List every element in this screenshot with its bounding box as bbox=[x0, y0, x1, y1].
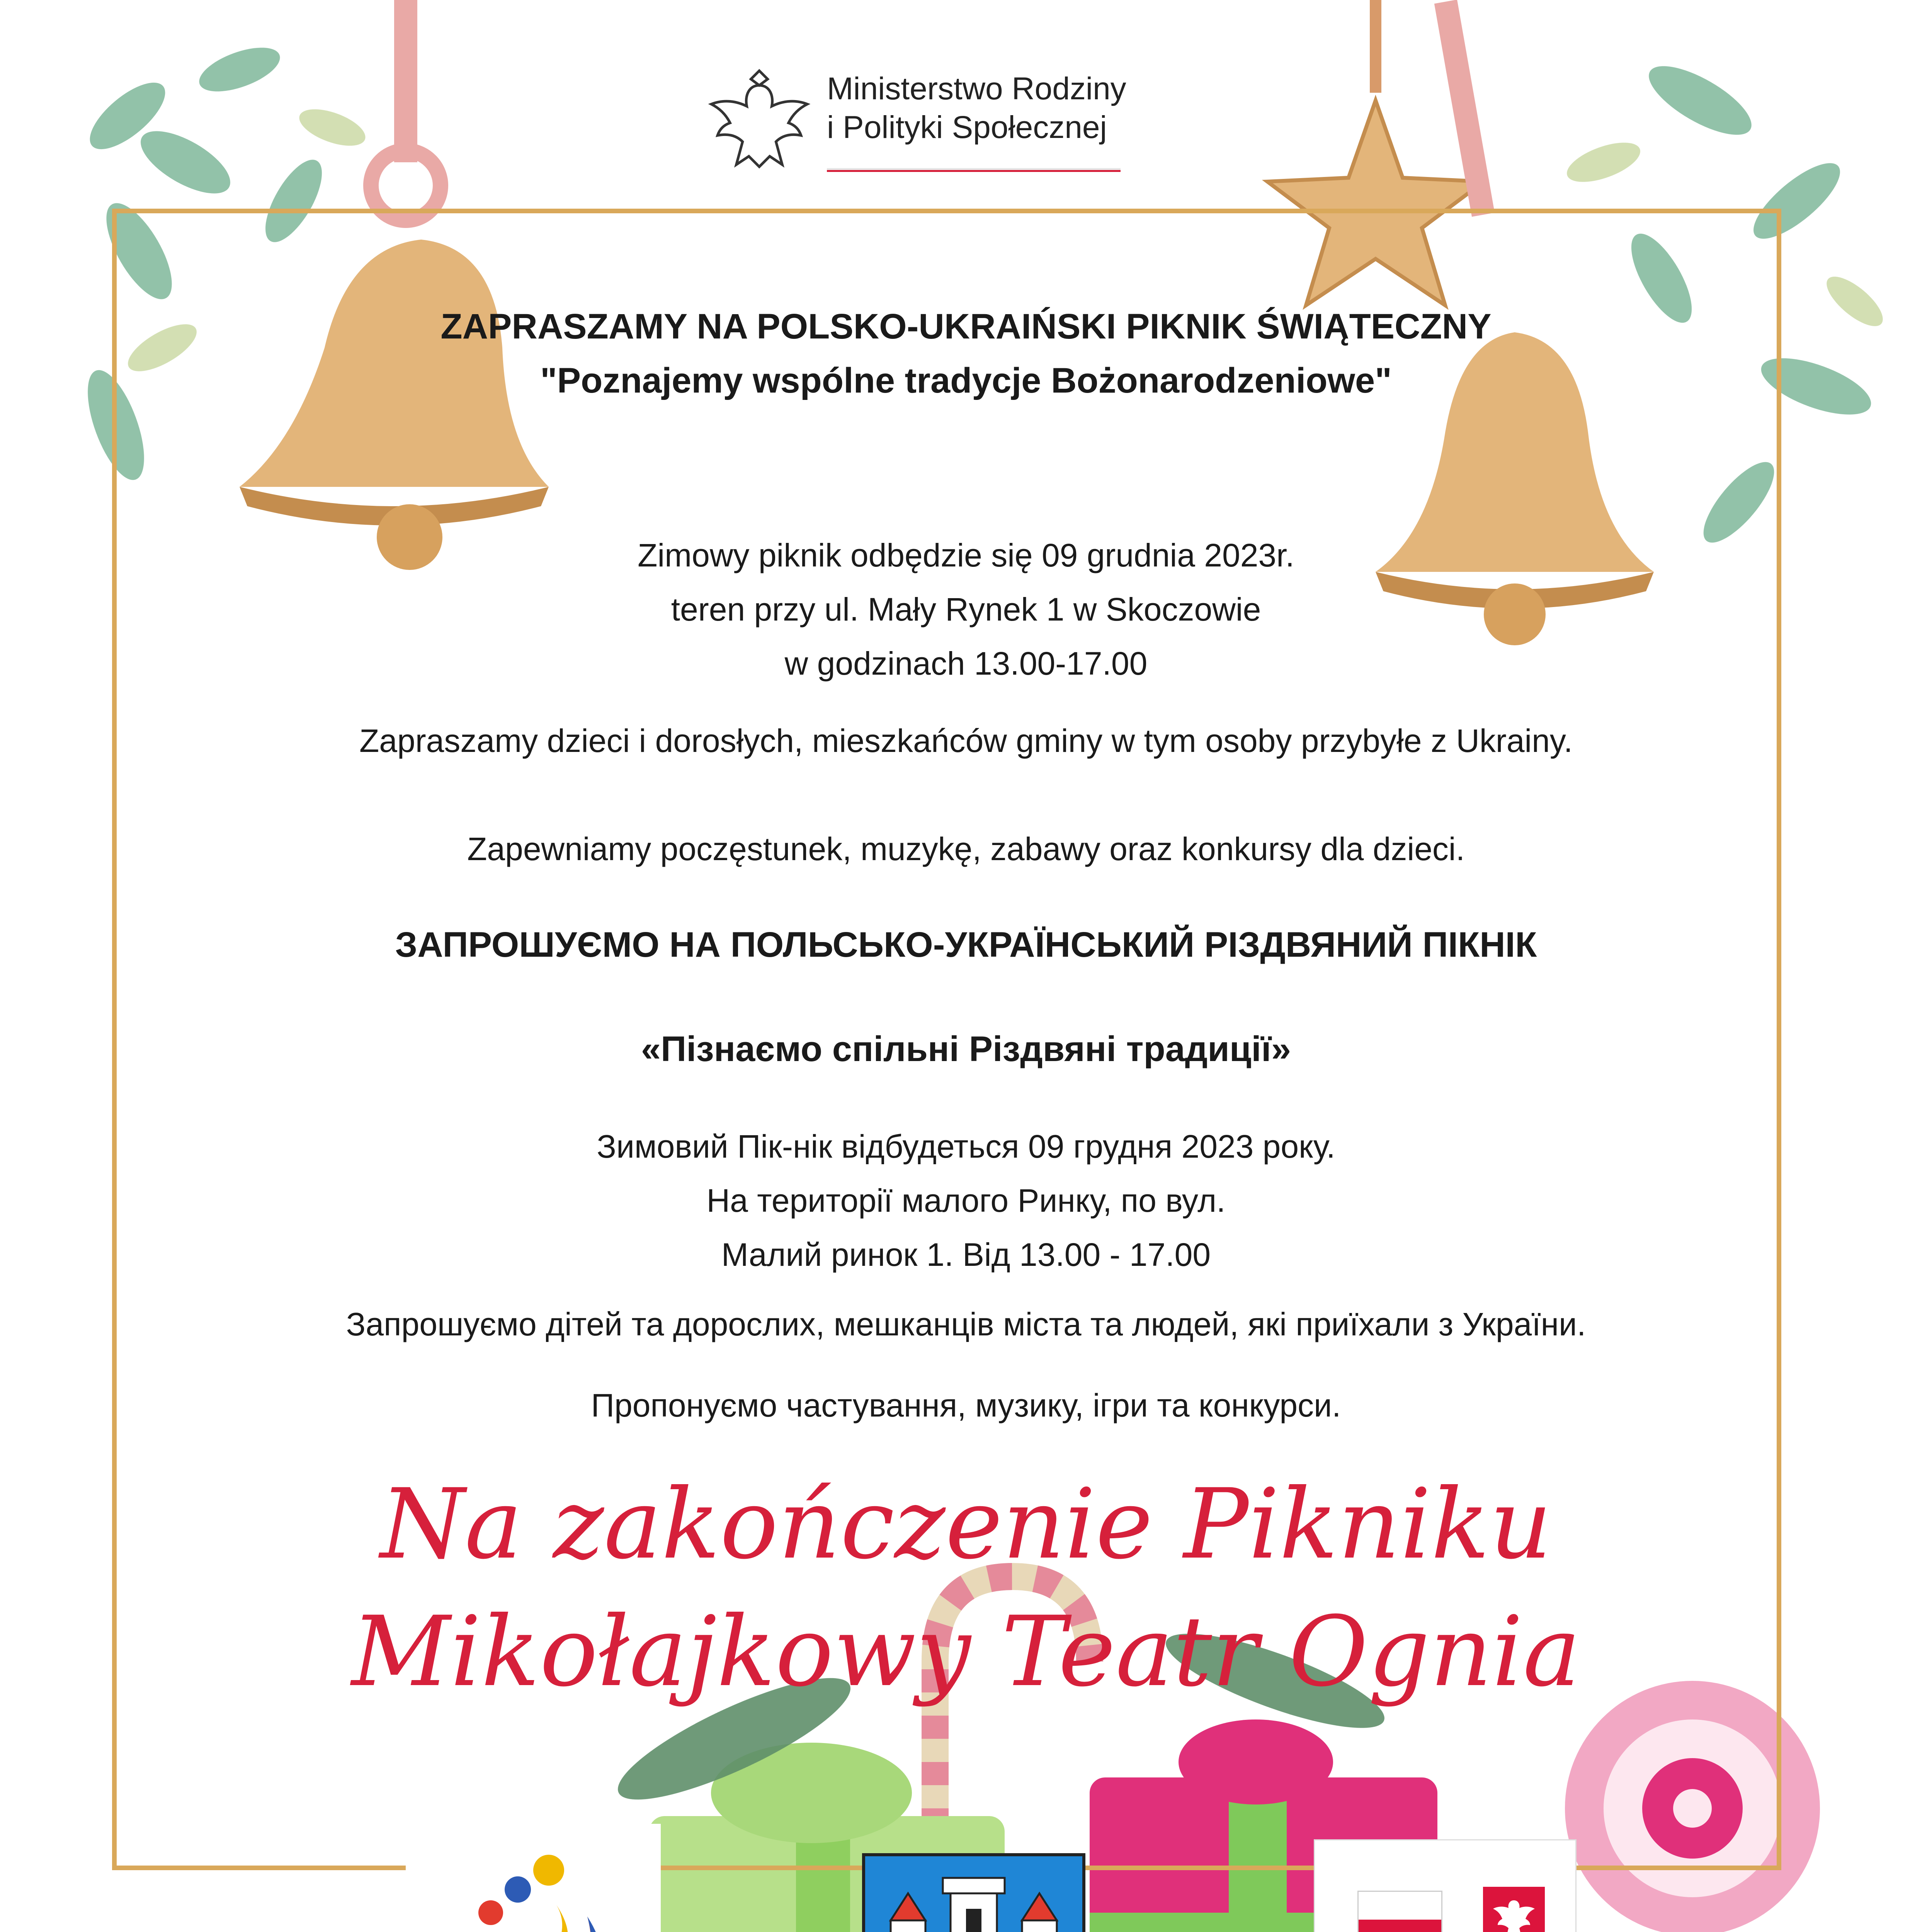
ukrainian-subtitle: «Пізнаємо спільні Різдвяні традиції» bbox=[641, 1029, 1291, 1069]
polish-subtitle: "Poznajemy wspólne tradycje Bożonarodzeniowe" bbox=[540, 361, 1392, 400]
polish-date-line: Zimowy piknik odbędzie się 09 grudnia 2023r. bbox=[638, 537, 1294, 573]
ministry-name-line2: i Polityki Społecznej bbox=[827, 110, 1107, 145]
ops-emblem-icon bbox=[440, 1847, 626, 1932]
ukrainian-hours-line: Малий ринок 1. Від 13.00 - 17.00 bbox=[721, 1236, 1211, 1273]
ops-skoczow-logo bbox=[406, 1824, 661, 1932]
ministry-name-line1: Ministerstwo Rodziny bbox=[827, 71, 1126, 106]
eagle-emblem-icon bbox=[707, 62, 811, 178]
polish-hours-line: w godzinach 13.00-17.00 bbox=[784, 645, 1148, 682]
funding-plaque bbox=[1314, 1839, 1577, 1932]
skoczow-coat-of-arms-icon bbox=[860, 1851, 1088, 1932]
ukrainian-offer: Пропонуємо частування, музику, ігри та конкурси. bbox=[591, 1387, 1341, 1423]
ukrainian-title: ЗАПРОШУЄМО НА ПОЛЬСЬКО-УКРАЇНСЬКИЙ РІЗДВЯНИЙ ПІКНІК bbox=[395, 925, 1537, 964]
script-heading-line1: Na zakończenie Pikniku bbox=[380, 1468, 1552, 1580]
ministry-logo bbox=[707, 58, 1194, 185]
ukrainian-invite: Запрошуємо дітей та дорослих, мешканців міста та людей, які приїхали з України. bbox=[346, 1306, 1586, 1342]
polish-emblem-icon bbox=[1481, 1885, 1547, 1932]
script-heading-line2: Mikołajkowy Teatr Ognia bbox=[351, 1595, 1581, 1708]
ministry-underline bbox=[827, 168, 1121, 172]
ukrainian-place-line: На території малого Ринку, по вул. bbox=[706, 1182, 1226, 1219]
polish-title: ZAPRASZAMY NA POLSKO-UKRAIŃSKI PIKNIK ŚWIĄTECZNY bbox=[440, 307, 1492, 346]
polish-invite: Zapraszamy dzieci i dorosłych, mieszkańców gminy w tym osoby przybyłe z Ukrainy. bbox=[359, 723, 1573, 759]
polish-place-line: teren przy ul. Mały Rynek 1 w Skoczowie bbox=[671, 591, 1261, 628]
polish-flag-icon bbox=[1357, 1891, 1442, 1932]
ukrainian-date-line: Зимовий Пік-нік відбудеться 09 грудня 2023 року. bbox=[597, 1128, 1335, 1165]
polish-offer: Zapewniamy poczęstunek, muzykę, zabawy oraz konkursy dla dzieci. bbox=[467, 831, 1465, 867]
